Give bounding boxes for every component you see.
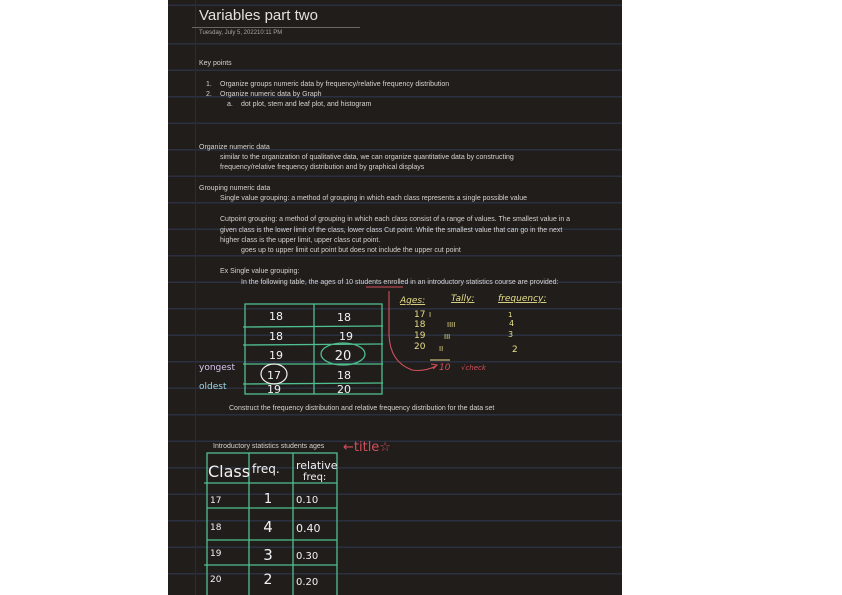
tally-age: 17 (414, 310, 426, 320)
freq-class: 17 (210, 496, 222, 506)
tally-marks: I (429, 311, 432, 319)
freq-relative: 0.10 (296, 495, 319, 506)
tally-total: 10 (439, 363, 451, 373)
paragraph-line: frequency/relative frequency distribution and by graphical displays (220, 164, 425, 171)
ages-cell: 19 (269, 349, 283, 362)
check-note: √check (461, 364, 486, 372)
freq-class: 19 (210, 549, 222, 559)
oldest-label: oldest (199, 382, 227, 392)
ages-table-rule (243, 326, 383, 327)
freq-count: 3 (263, 546, 273, 564)
list-item: Organize groups numeric data by frequency/relative frequency distribution (220, 81, 450, 88)
note-page (168, 0, 622, 595)
tally-frequency: 1 (508, 311, 513, 319)
tally-frequency: 3 (508, 330, 514, 339)
ages-cell: 20 (337, 383, 351, 396)
freq-count: 2 (263, 572, 273, 588)
definition-single: Single value grouping: a method of grouping in which each class represents a single possible value (220, 195, 528, 202)
instruction-text: Construct the frequency distribution and relative frequency distribution for the data set (229, 405, 495, 412)
tally-age: 18 (414, 320, 426, 330)
ink-layer (168, 0, 622, 595)
tally-marks: III (444, 333, 451, 341)
ages-cell: 20 (334, 349, 352, 364)
freq-relative: 0.40 (296, 522, 321, 535)
freq-relative: 0.20 (296, 577, 319, 588)
freq-relative: 0.30 (296, 551, 319, 562)
paragraph-line: similar to the organization of qualitative data, we can organize quantitative data by constructing (220, 154, 514, 161)
list-item: dot plot, stem and leaf plot, and histogram (241, 101, 372, 108)
definition-cutpoint: given class is the lower limit of the class, lower class Cut point. While the smallest value that can go in the next (220, 227, 563, 234)
ages-cell: 18 (337, 369, 351, 382)
ages-table-rule (243, 383, 383, 384)
cutpoint-note: goes up to upper limit cut point but does not include the upper cut point (241, 247, 461, 254)
ages-table-rule (243, 344, 383, 345)
freq-header-class: Class (208, 462, 251, 481)
key-points-heading: Key points (199, 60, 232, 67)
ages-cell: 18 (269, 310, 283, 323)
freq-count: 4 (263, 518, 273, 536)
tally-frequency: 4 (509, 319, 515, 328)
list-item: Organize numeric data by Graph (220, 91, 322, 98)
tally-frequency: 2 (512, 345, 518, 355)
freq-header-relative-2: freq: (303, 472, 327, 483)
tally-age: 20 (414, 342, 426, 352)
section-heading: Organize numeric data (199, 144, 270, 151)
ages-cell: 18 (337, 311, 351, 324)
freq-table-caption: Introductory statistics students ages (213, 443, 325, 450)
definition-cutpoint: higher class is the upper limit, upper class cut point. (220, 237, 381, 244)
freq-class: 20 (210, 575, 222, 585)
list-marker: 2. (206, 91, 212, 98)
list-marker: a. (227, 101, 233, 108)
title-annotation: ←title☆ (343, 440, 391, 455)
section-heading: Grouping numeric data (199, 185, 271, 192)
tally-marks: IIII (447, 321, 456, 329)
ages-cell: 19 (267, 383, 281, 396)
tally-age: 19 (414, 331, 426, 341)
tally-header-tally: Tally: (451, 294, 475, 304)
list-marker: 1. (206, 81, 212, 88)
page-date: Tuesday, July 5, 2022 (199, 30, 258, 36)
ages-cell: 17 (267, 369, 281, 382)
freq-class: 18 (210, 523, 222, 533)
freq-count: 1 (263, 492, 273, 507)
page-title[interactable]: Variables part two (199, 7, 318, 24)
example-heading: Ex Single value grouping: (220, 268, 300, 275)
freq-header-freq: freq. (252, 462, 280, 476)
example-description: In the following table, the ages of 10 students enrolled in an introductory statistics course are provided: (241, 279, 559, 286)
ages-cell: 19 (339, 330, 353, 343)
definition-cutpoint: Cutpoint grouping: a method of grouping in which each class consist of a range of values. The smallest value in a (220, 216, 571, 223)
tally-header-frequency: frequency: (498, 294, 547, 304)
freq-header-relative: relative (296, 459, 338, 472)
tally-marks: II (439, 345, 444, 353)
youngest-label: yongest (199, 363, 236, 373)
ages-cell: 18 (269, 330, 283, 343)
page-time: 10:11 PM (257, 30, 283, 36)
tally-header-ages: Ages: (400, 296, 426, 306)
